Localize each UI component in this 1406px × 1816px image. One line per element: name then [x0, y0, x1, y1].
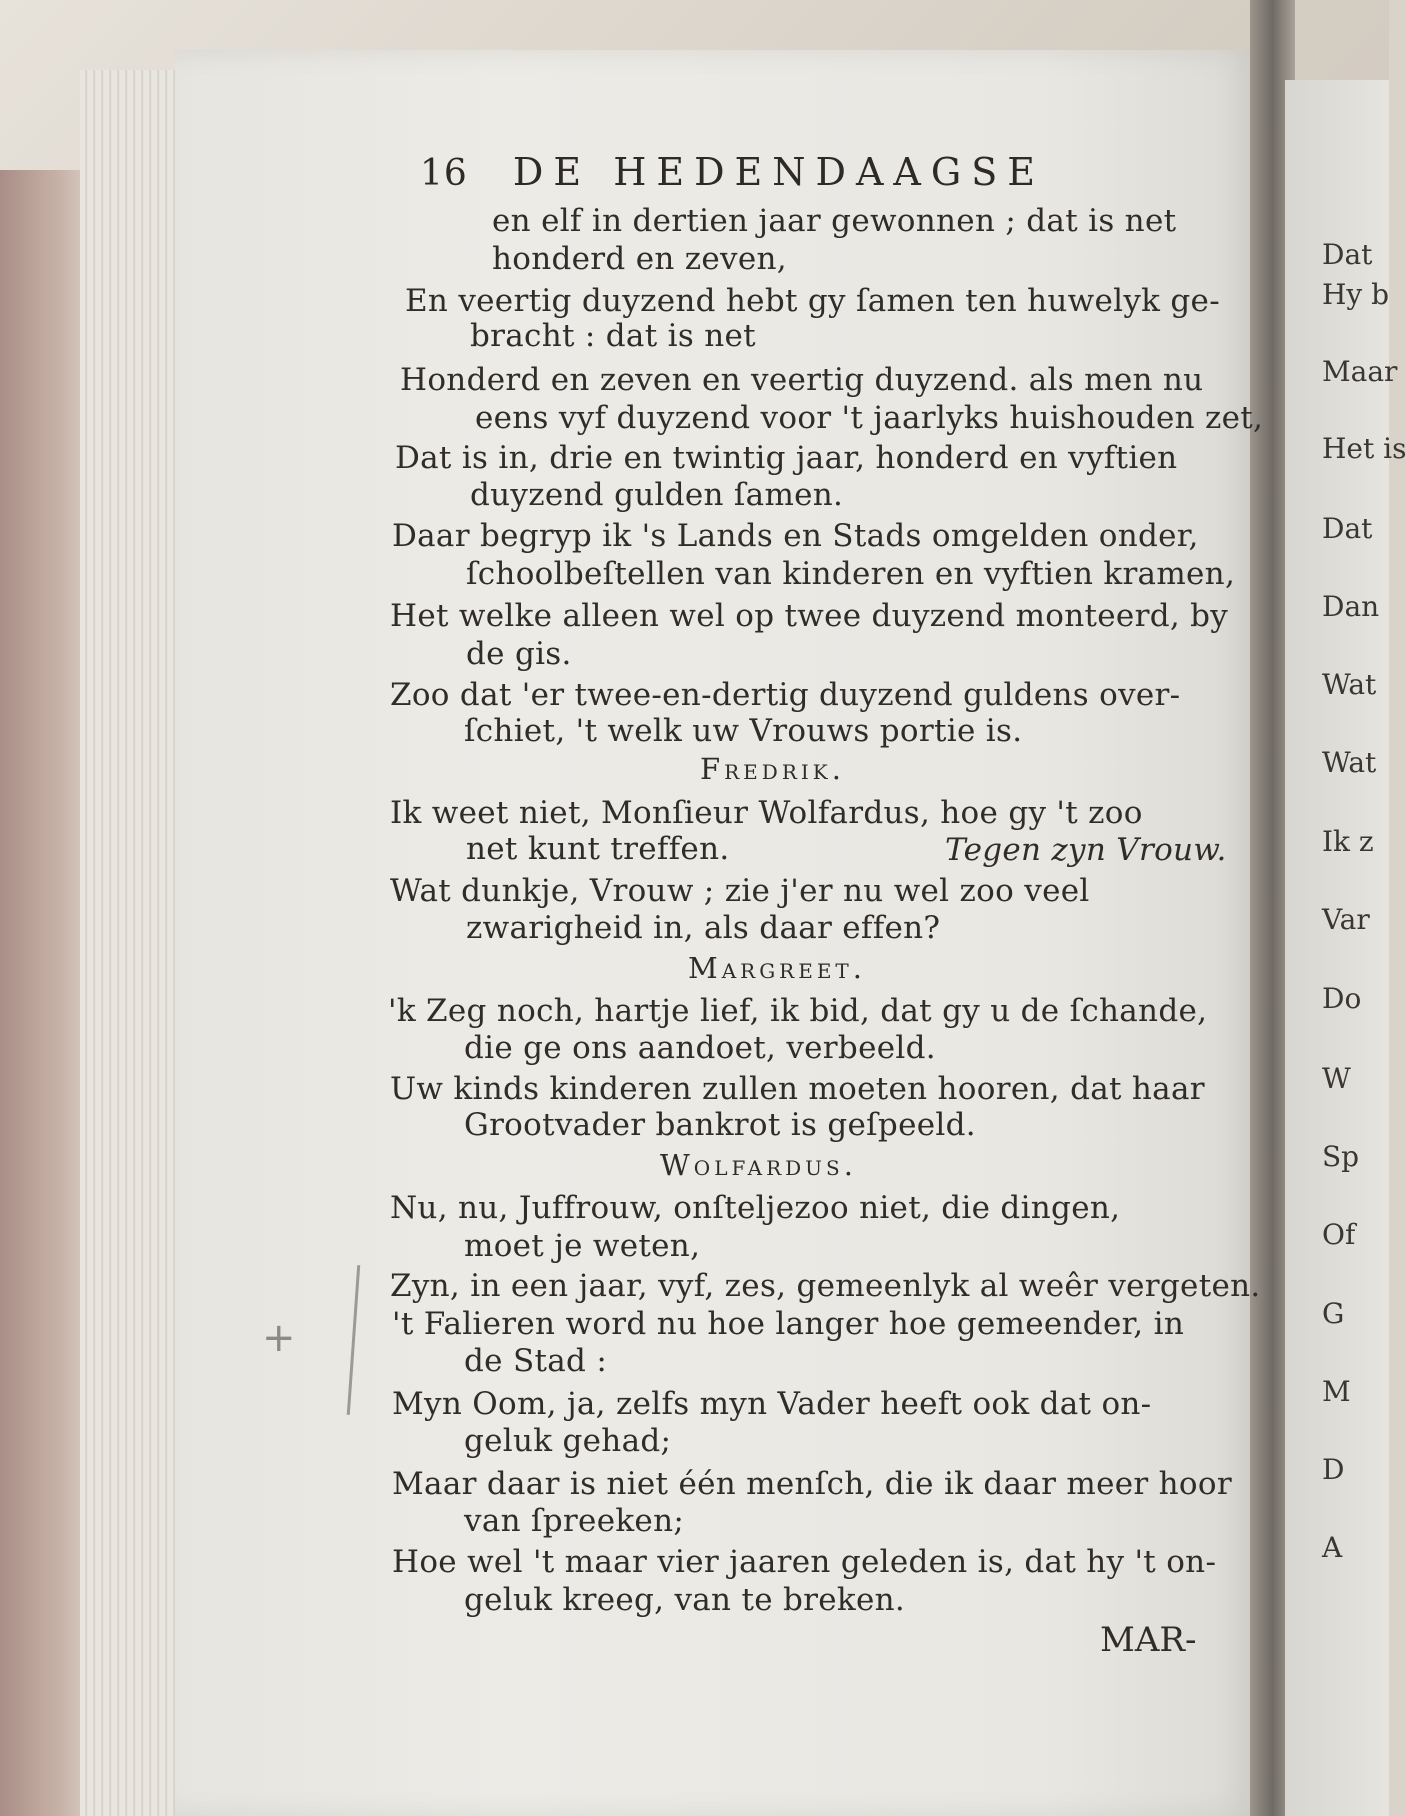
right-page-fragment: Dat [1322, 238, 1373, 271]
text-line: die ge ons aandoet, verbeeld. [464, 1030, 936, 1066]
right-page-fragment: Maar [1322, 355, 1398, 388]
page-title: DE HEDENDAAGSE [512, 150, 1046, 194]
text-line: de Stad : [464, 1343, 608, 1379]
pencil-mark: + [262, 1315, 296, 1361]
right-page-fragment: W [1322, 1062, 1351, 1095]
text-line: Zoo dat 'er twee-en-dertig duyzend guldens over- [390, 677, 1181, 713]
stage-direction: Tegen zyn Vrouw. [945, 832, 1227, 868]
text-line: van ſpreeken; [464, 1503, 685, 1539]
text-line: Dat is in, drie en twintig jaar, honderd en vyftien [395, 440, 1178, 476]
right-page-fragment: Of [1322, 1218, 1356, 1251]
text-line: honderd en zeven, [492, 241, 787, 277]
text-line: de gis. [466, 636, 572, 672]
text-line: 'k Zeg noch, hartje lief, ik bid, dat gy u de ſchande, [388, 993, 1208, 1029]
text-line: Maar daar is niet één menſch, die ik daar meer hoor [392, 1466, 1232, 1502]
text-line: Uw kinds kinderen zullen moeten hooren, dat haar [390, 1071, 1205, 1107]
text-line: ſchiet, 't welk uw Vrouws portie is. [464, 713, 1023, 749]
text-line: duyzend gulden ſamen. [470, 477, 844, 513]
right-page-fragment: Do [1322, 982, 1362, 1015]
right-page-fragment: A [1322, 1531, 1343, 1564]
text-line: Nu, nu, Juffrouw, onſteljezoo niet, die dingen, [390, 1190, 1121, 1226]
text-line: Daar begryp ik 's Lands en Stads omgelden onder, [392, 518, 1199, 554]
page-number: 16 [420, 153, 468, 194]
text-line: geluk gehad; [464, 1423, 672, 1459]
text-line: moet je weten, [464, 1228, 701, 1264]
text-line: Zyn, in een jaar, vyf, zes, gemeenlyk al weêr vergeten. [390, 1268, 1261, 1304]
text-line: Grootvader bankrot is geſpeeld. [464, 1107, 976, 1143]
right-page-fragment: Sp [1322, 1140, 1360, 1173]
right-page-fragment: Dan [1322, 590, 1380, 623]
speaker-name: Fredrik. [700, 752, 845, 786]
right-page-fragment: Dat [1322, 512, 1373, 545]
right-page-fragment: Wat [1322, 668, 1377, 701]
text-line: Wat dunkje, Vrouw ; zie j'er nu wel zoo veel [390, 873, 1090, 909]
text-line: zwarigheid in, als daar effen? [466, 910, 941, 946]
speaker-name: Margreet. [688, 951, 866, 985]
text-line: bracht : dat is net [470, 318, 756, 354]
right-page-fragment: M [1322, 1375, 1351, 1408]
text-line: 't Falieren word nu hoe langer hoe gemeender, in [392, 1306, 1185, 1342]
catchword: MAR- [1100, 1620, 1197, 1660]
right-page-fragment: Het is [1322, 432, 1406, 465]
text-line: ſchoolbeſtellen van kinderen en vyftien kramen, [466, 556, 1236, 592]
right-page-fragment: Hy b [1322, 278, 1390, 311]
right-page-fragment: D [1322, 1453, 1345, 1486]
text-line: Het welke alleen wel op twee duyzend monteerd, by [390, 598, 1229, 634]
text-line: eens vyf duyzend voor 't jaarlyks huishouden zet, [475, 400, 1264, 436]
text-line: geluk kreeg, van te breken. [464, 1582, 906, 1618]
text-line: en elf in dertien jaar gewonnen ; dat is net [492, 203, 1177, 239]
right-page-fragment: G [1322, 1297, 1345, 1330]
text-line: Ik weet niet, Monſieur Wolfardus, hoe gy 't zoo [390, 795, 1143, 831]
speaker-name: Wolfardus. [660, 1148, 857, 1182]
right-page-fragment: Var [1322, 903, 1370, 936]
text-line: net kunt treffen. [466, 831, 730, 867]
running-head [420, 150, 1045, 194]
text-line: Myn Oom, ja, zelfs myn Vader heeft ook dat on- [392, 1386, 1152, 1422]
right-page-fragment: Ik z [1322, 825, 1374, 858]
text-line: Hoe wel 't maar vier jaaren geleden is, dat hy 't on- [392, 1544, 1217, 1580]
text-line: Honderd en zeven en veertig duyzend. als men nu [400, 362, 1204, 398]
right-page-fragment: Wat [1322, 746, 1377, 779]
text-line: En veertig duyzend hebt gy ſamen ten huwelyk ge- [405, 283, 1220, 319]
book-spine [0, 170, 90, 1816]
